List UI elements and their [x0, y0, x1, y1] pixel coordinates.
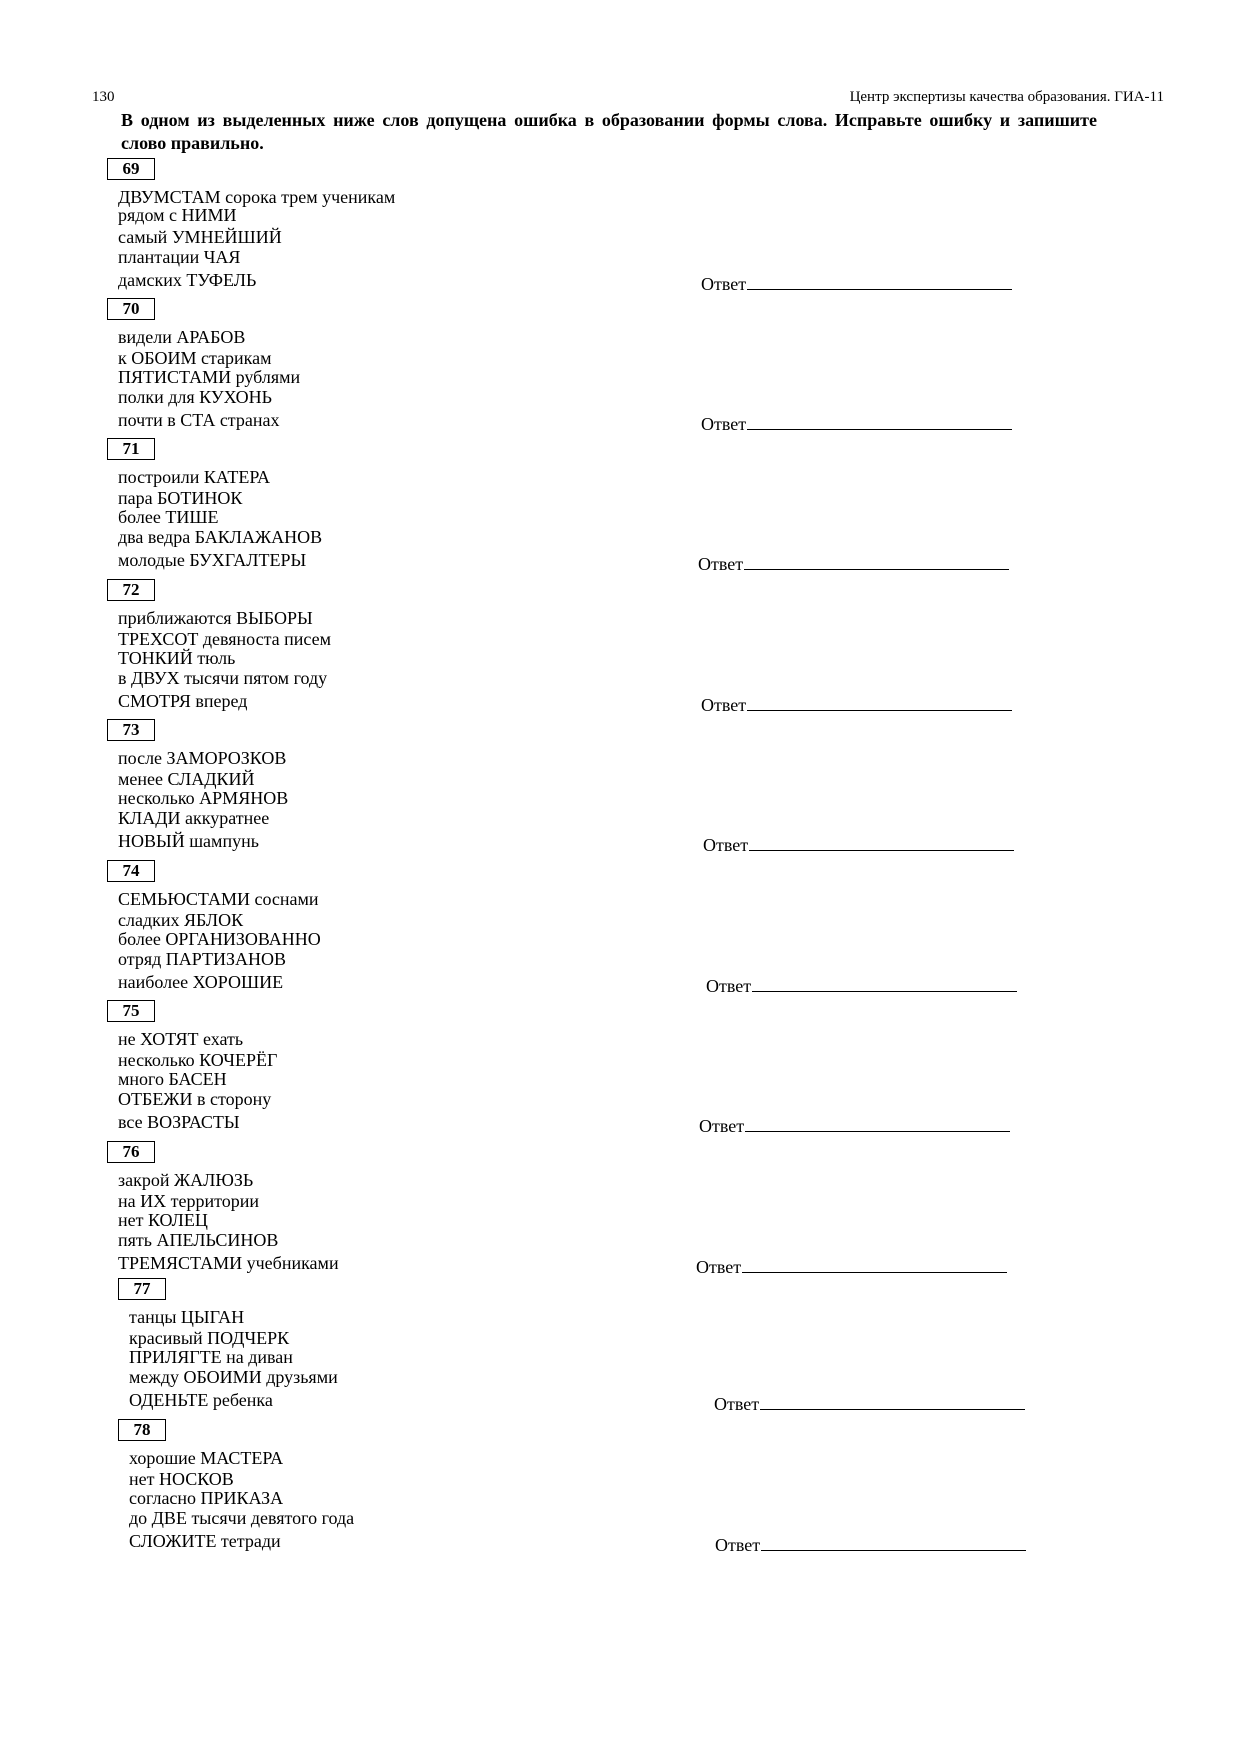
task-option: ПРИЛЯГТЕ на диван: [129, 1347, 293, 1367]
answer-field[interactable]: [701, 693, 1012, 716]
task-option: ПЯТИСТАМИ рублями: [118, 367, 301, 387]
task-option: все ВОЗРАСТЫ: [118, 1112, 240, 1132]
task-option: между ОБОИМИ друзьями: [129, 1367, 338, 1387]
answer-underline[interactable]: [747, 693, 1012, 711]
task-option: пять АПЕЛЬСИНОВ: [118, 1230, 279, 1250]
task-option: на ИХ территории: [118, 1191, 260, 1211]
task-77: [118, 1278, 1058, 1418]
task-option: СЛОЖИТЕ тетради: [129, 1531, 281, 1551]
task-option: нет НОСКОВ: [129, 1469, 234, 1489]
answer-field[interactable]: [701, 272, 1012, 295]
answer-label: Ответ: [701, 695, 747, 715]
task-number-box: 70: [107, 298, 155, 320]
answer-underline[interactable]: [747, 412, 1012, 430]
task-number-box: 76: [107, 1141, 155, 1163]
task-option: НОВЫЙ шампунь: [118, 831, 259, 851]
task-number-box: 69: [107, 158, 155, 180]
task-option: закрой ЖАЛЮЗЬ: [118, 1170, 254, 1190]
task-option: после ЗАМОРОЗКОВ: [118, 748, 287, 768]
answer-underline[interactable]: [747, 272, 1012, 290]
task-option: построили КАТЕРА: [118, 467, 271, 487]
task-option: ТРЕХСОТ девяноста писем: [118, 629, 332, 649]
task-72: [107, 579, 1047, 719]
answer-label: Ответ: [701, 274, 747, 294]
answer-field[interactable]: [706, 974, 1017, 997]
answer-label: Ответ: [698, 554, 744, 574]
answer-underline[interactable]: [749, 833, 1014, 851]
task-option: до ДВЕ тысячи девятого года: [129, 1508, 355, 1528]
page-number: 130: [92, 89, 115, 105]
task-74: [107, 860, 1047, 1000]
answer-field[interactable]: [701, 412, 1012, 435]
task-option: ТОНКИЙ тюль: [118, 648, 236, 668]
task-option: танцы ЦЫГАН: [129, 1307, 245, 1327]
task-option: более ОРГАНИЗОВАННО: [118, 929, 321, 949]
answer-field[interactable]: [714, 1392, 1025, 1415]
answer-field[interactable]: [703, 833, 1014, 856]
task-73: [107, 719, 1047, 859]
task-option: КЛАДИ аккуратнее: [118, 808, 270, 828]
task-option: ОТБЕЖИ в сторону: [118, 1089, 272, 1109]
task-number-box: 74: [107, 860, 155, 882]
task-option: дамских ТУФЕЛЬ: [118, 270, 257, 290]
task-option: ОДЕНЬТЕ ребенка: [129, 1390, 273, 1410]
task-option: СЕМЬЮСТАМИ соснами: [118, 889, 319, 909]
task-70: [107, 298, 1047, 438]
answer-label: Ответ: [715, 1535, 761, 1555]
answer-underline[interactable]: [742, 1255, 1007, 1273]
answer-label: Ответ: [706, 976, 752, 996]
answer-field[interactable]: [715, 1533, 1026, 1556]
task-option: почти в СТА странах: [118, 410, 280, 430]
task-option: СМОТРЯ вперед: [118, 691, 248, 711]
answer-label: Ответ: [699, 1116, 745, 1136]
task-number-box: 77: [118, 1278, 166, 1300]
answer-label: Ответ: [714, 1394, 760, 1414]
task-number-box: 71: [107, 438, 155, 460]
answer-underline[interactable]: [761, 1533, 1026, 1551]
task-option: хорошие МАСТЕРА: [129, 1448, 284, 1468]
answer-field[interactable]: [698, 552, 1009, 575]
task-78: [118, 1419, 1058, 1559]
task-option: в ДВУХ тысячи пятом году: [118, 668, 328, 688]
task-option: более ТИШЕ: [118, 507, 219, 527]
task-instruction: В одном из выделенных ниже слов допущена ошибка в образовании формы слова. Исправьте ошибку и запишите слово правильно.: [121, 110, 1097, 153]
task-option: к ОБОИМ старикам: [118, 348, 272, 368]
task-number-box: 73: [107, 719, 155, 741]
task-76: [107, 1141, 1047, 1281]
answer-underline[interactable]: [744, 552, 1009, 570]
task-75: [107, 1000, 1047, 1140]
answer-field[interactable]: [699, 1114, 1010, 1137]
answer-label: Ответ: [701, 414, 747, 434]
task-option: молодые БУХГАЛТЕРЫ: [118, 550, 307, 570]
task-number-box: 72: [107, 579, 155, 601]
answer-underline[interactable]: [745, 1114, 1010, 1132]
answer-label: Ответ: [703, 835, 749, 855]
task-option: видели АРАБОВ: [118, 327, 246, 347]
task-option: пара БОТИНОК: [118, 488, 243, 508]
task-option: два ведра БАКЛАЖАНОВ: [118, 527, 323, 547]
task-option: приближаются ВЫБОРЫ: [118, 608, 313, 628]
answer-underline[interactable]: [760, 1392, 1025, 1410]
task-option: отряд ПАРТИЗАНОВ: [118, 949, 287, 969]
task-option: несколько АРМЯНОВ: [118, 788, 289, 808]
task-option: не ХОТЯТ ехать: [118, 1029, 244, 1049]
task-option: согласно ПРИКАЗА: [129, 1488, 284, 1508]
task-option: сладких ЯБЛОК: [118, 910, 244, 930]
task-option: красивый ПОДЧЕРК: [129, 1328, 290, 1348]
header-source: Центр экспертизы качества образования. ГИА-11: [849, 89, 1164, 105]
task-option: несколько КОЧЕРЁГ: [118, 1050, 278, 1070]
task-option: нет КОЛЕЦ: [118, 1210, 208, 1230]
answer-label: Ответ: [696, 1257, 742, 1277]
task-option: много БАСЕН: [118, 1069, 227, 1089]
task-number-box: 78: [118, 1419, 166, 1441]
answer-field[interactable]: [696, 1255, 1007, 1278]
task-option: ДВУМСТАМ сорока трем ученикам: [118, 187, 396, 207]
task-option: рядом с НИМИ: [118, 205, 237, 225]
task-option: плантации ЧАЯ: [118, 247, 241, 267]
task-71: [107, 438, 1047, 578]
task-number-box: 75: [107, 1000, 155, 1022]
task-option: ТРЕМЯСТАМИ учебниками: [118, 1253, 339, 1273]
task-option: полки для КУХОНЬ: [118, 387, 272, 407]
task-option: наиболее ХОРОШИЕ: [118, 972, 284, 992]
task-option: самый УМНЕЙШИЙ: [118, 227, 282, 247]
task-option: менее СЛАДКИЙ: [118, 769, 255, 789]
answer-underline[interactable]: [752, 974, 1017, 992]
task-69: [107, 158, 1047, 298]
